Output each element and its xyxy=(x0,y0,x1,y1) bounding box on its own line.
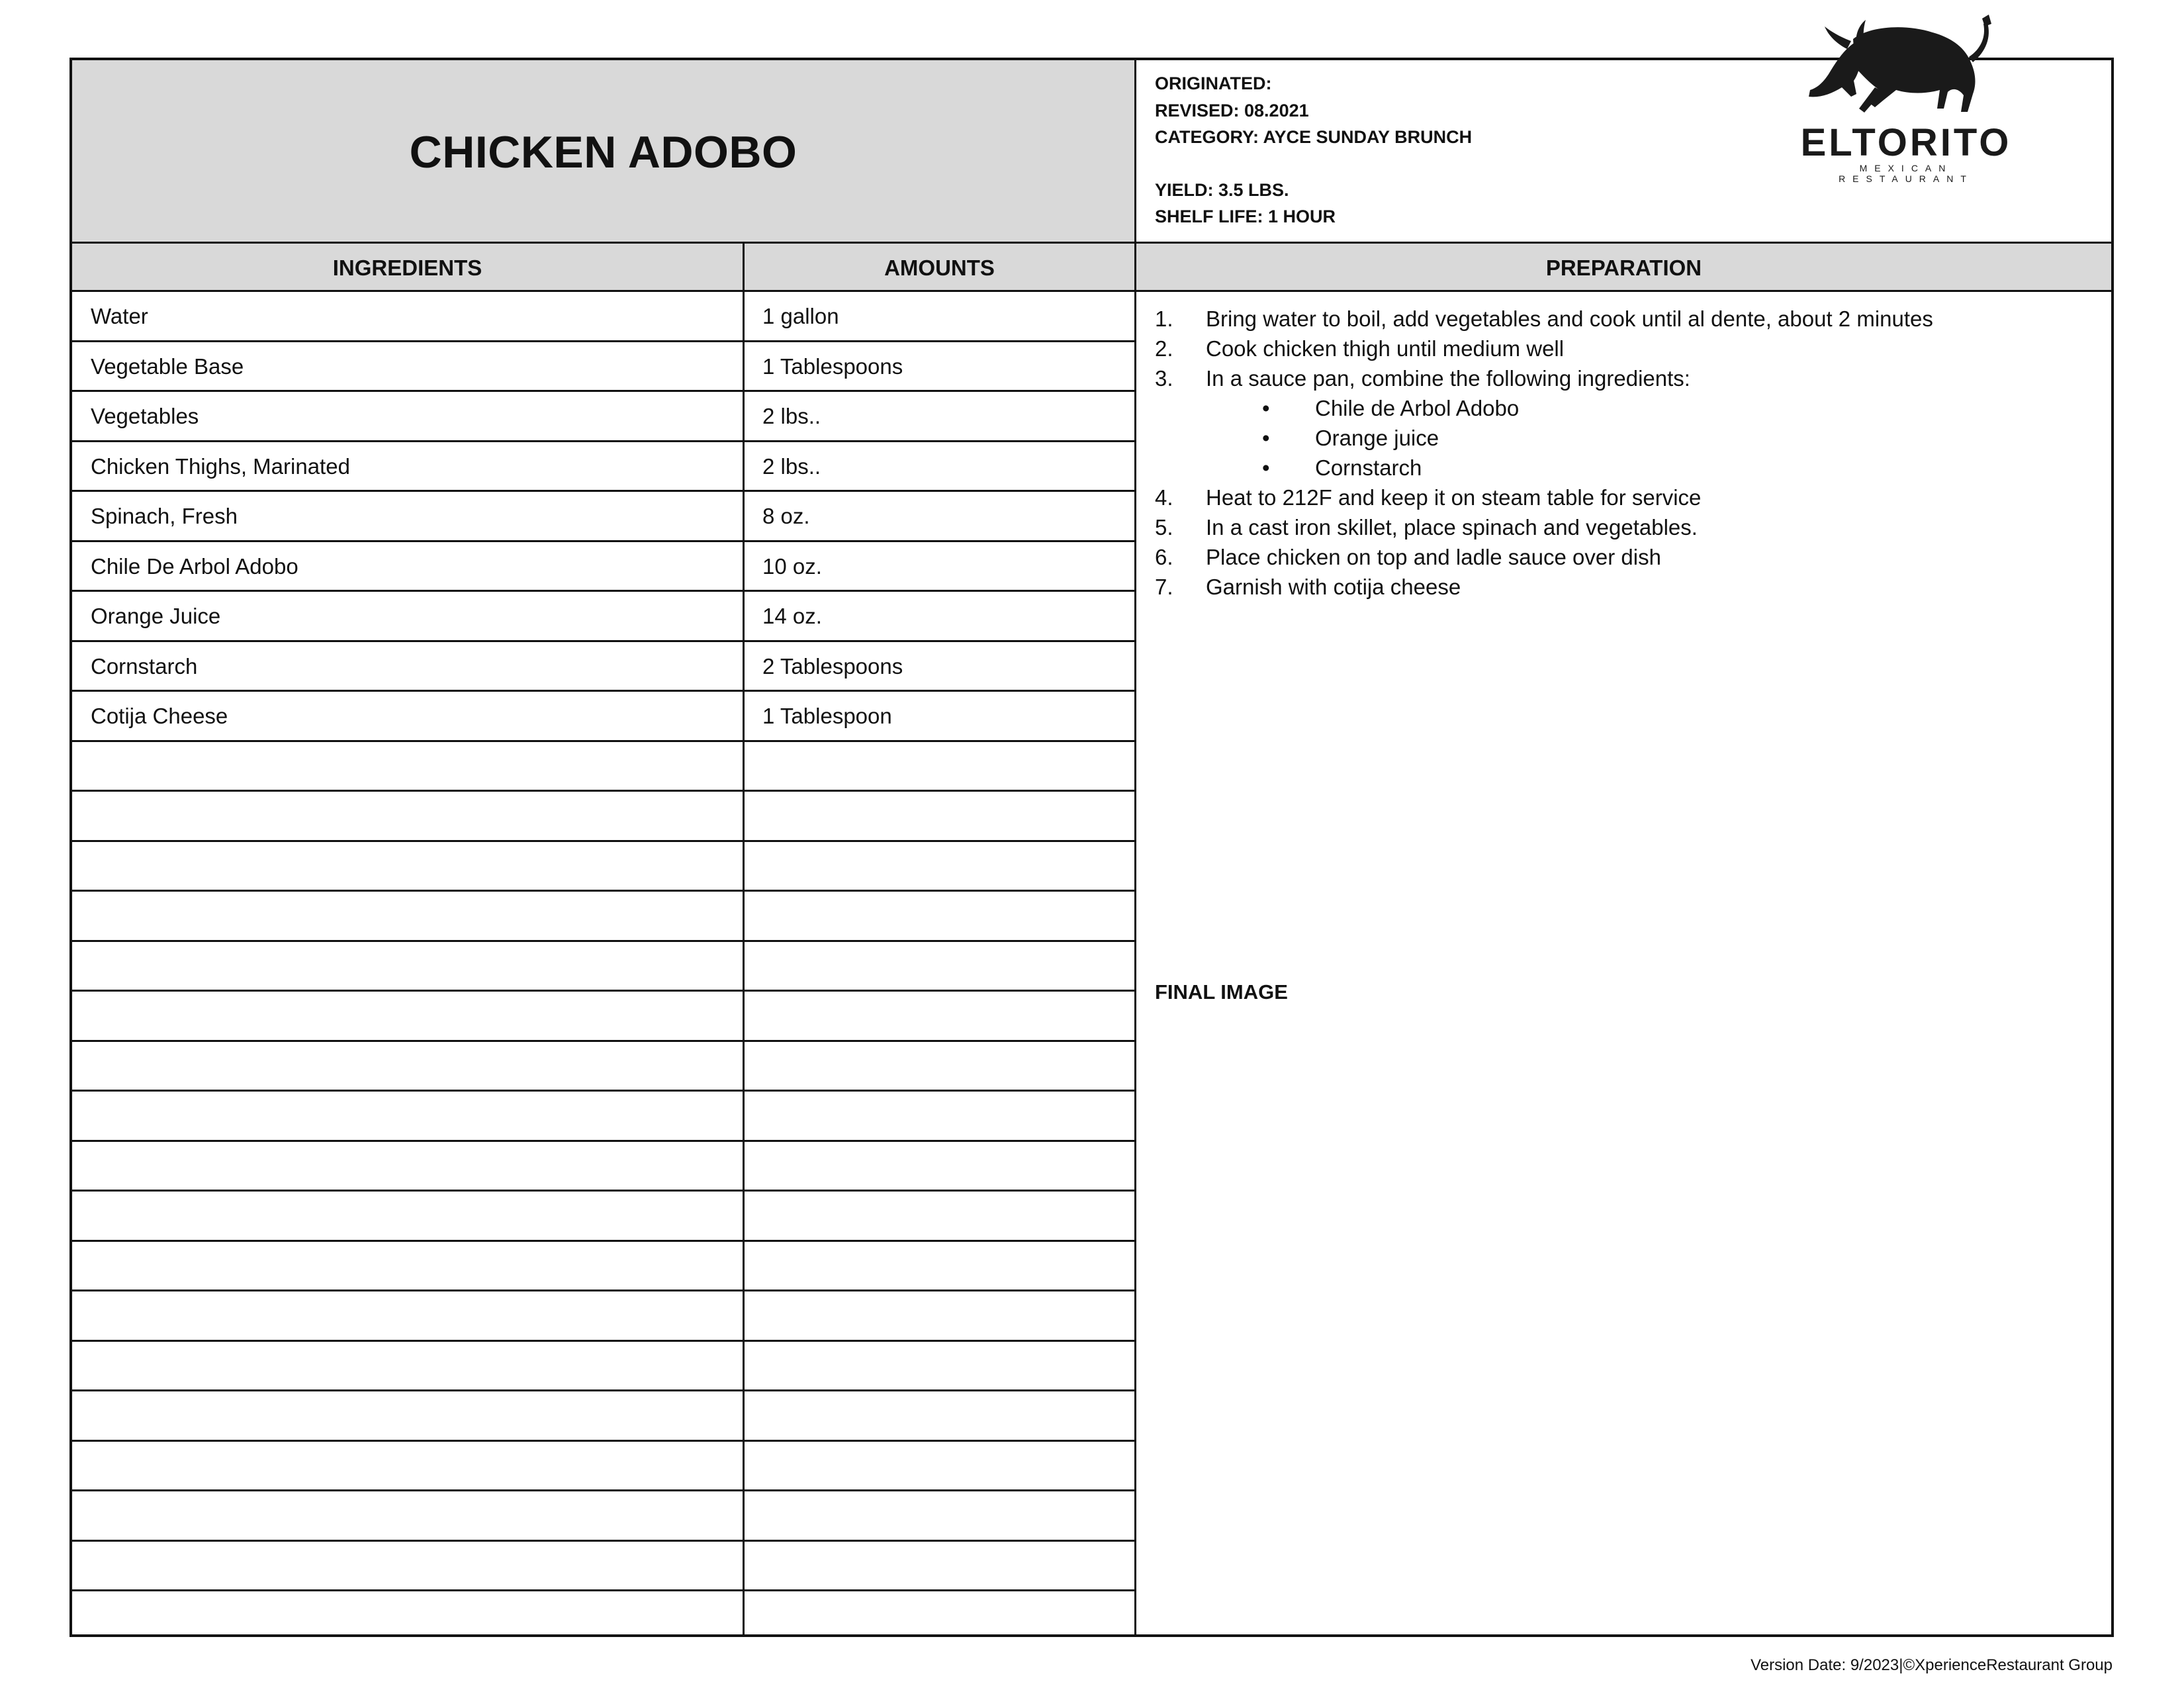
row-divider xyxy=(72,1240,1134,1242)
row-divider xyxy=(72,1489,1134,1491)
ingredient-name: Chicken Thighs, Marinated xyxy=(91,454,350,479)
ingredient-name: Spinach, Fresh xyxy=(91,504,238,528)
step-text: Place chicken on top and ladle sauce over dish xyxy=(1206,545,1661,569)
row-divider xyxy=(72,390,1134,392)
row-divider xyxy=(72,940,1134,942)
step-number: 2. xyxy=(1155,336,1173,361)
preparation-header: PREPARATION xyxy=(1136,244,2111,292)
recipe-title: CHICKEN ADOBO xyxy=(409,127,797,177)
row-divider xyxy=(72,1440,1134,1442)
step-text: Garnish with cotija cheese xyxy=(1206,575,1461,599)
row-divider xyxy=(72,740,1134,742)
row-divider xyxy=(72,1190,1134,1192)
recipe-sheet xyxy=(69,58,2114,1637)
logo-subtitle: MEXICAN RESTAURANT xyxy=(1839,163,1974,184)
step-number: 7. xyxy=(1155,575,1173,599)
row-divider xyxy=(72,1340,1134,1342)
originated-label: ORIGINATED: xyxy=(1155,73,1272,93)
step-number: 3. xyxy=(1155,366,1173,391)
ingredient-amount: 2 lbs.. xyxy=(762,404,821,428)
restaurant-logo xyxy=(1790,9,2028,184)
ingredient-name: Cotija Cheese xyxy=(91,704,228,728)
bull-icon xyxy=(1790,9,2022,122)
step-number: 6. xyxy=(1155,545,1173,569)
final-image-label: FINAL IMAGE xyxy=(1155,980,1288,1004)
version-footer: Version Date: 9/2023|©XperienceRestaurant Group xyxy=(1751,1656,2113,1674)
ingredient-name: Vegetable Base xyxy=(91,354,244,379)
preparation-steps xyxy=(1136,292,2111,1634)
title-cell xyxy=(72,60,1134,242)
bullet-icon: • xyxy=(1262,396,1270,420)
amounts-header: AMOUNTS xyxy=(745,244,1134,292)
row-divider xyxy=(72,1140,1134,1142)
row-divider xyxy=(72,640,1134,642)
ingredient-amount: 2 lbs.. xyxy=(762,454,821,479)
ingredient-amount: 1 gallon xyxy=(762,304,839,328)
sub-item: Orange juice xyxy=(1315,426,1439,450)
step-text: Cook chicken thigh until medium well xyxy=(1206,336,1565,361)
step-text: In a sauce pan, combine the following ingredients: xyxy=(1206,366,1690,391)
sub-item: Chile de Arbol Adobo xyxy=(1315,396,1520,420)
row-divider xyxy=(72,1289,1134,1291)
ingredient-amount: 14 oz. xyxy=(762,604,822,628)
revised-label: REVISED: 08.2021 xyxy=(1155,101,1309,120)
ingredient-amount: 8 oz. xyxy=(762,504,810,528)
row-divider xyxy=(72,1389,1134,1391)
header-divider xyxy=(72,242,2111,244)
row-divider xyxy=(72,1090,1134,1092)
step-text: In a cast iron skillet, place spinach and vegetables. xyxy=(1206,515,1698,539)
row-divider xyxy=(72,990,1134,992)
yield-label: YIELD: 3.5 LBS. xyxy=(1155,180,1289,200)
ingredient-name: Vegetables xyxy=(91,404,199,428)
ingredient-amount: 1 Tablespoons xyxy=(762,354,903,379)
row-divider xyxy=(72,590,1134,592)
bullet-icon: • xyxy=(1262,455,1270,480)
row-divider xyxy=(72,1589,1134,1591)
row-divider xyxy=(72,340,1134,342)
step-number: 1. xyxy=(1155,306,1173,331)
row-divider xyxy=(72,890,1134,892)
ingredient-amount: 1 Tablespoon xyxy=(762,704,892,728)
row-divider xyxy=(72,540,1134,542)
category-label: CATEGORY: AYCE SUNDAY BRUNCH xyxy=(1155,127,1473,147)
row-divider xyxy=(72,440,1134,442)
row-divider xyxy=(72,790,1134,792)
step-text: Heat to 212F and keep it on steam table for service xyxy=(1206,485,1702,510)
row-divider xyxy=(72,1040,1134,1042)
row-divider xyxy=(72,1540,1134,1542)
ingredient-name: Orange Juice xyxy=(91,604,221,628)
row-divider xyxy=(72,840,1134,842)
bullet-icon: • xyxy=(1262,426,1270,450)
ingredient-name: Chile De Arbol Adobo xyxy=(91,554,298,579)
ingredients-header: INGREDIENTS xyxy=(72,244,743,292)
step-text: Bring water to boil, add vegetables and cook until al dente, about 2 minutes xyxy=(1206,306,1933,331)
ingredient-name: Cornstarch xyxy=(91,654,198,679)
logo-wordmark: ELTORITO xyxy=(1800,121,2012,164)
ingredient-amount: 2 Tablespoons xyxy=(762,654,903,679)
row-divider xyxy=(72,490,1134,492)
row-divider xyxy=(72,690,1134,692)
shelf-life-label: SHELF LIFE: 1 HOUR xyxy=(1155,207,1336,226)
step-number: 5. xyxy=(1155,515,1173,539)
ingredient-amount: 10 oz. xyxy=(762,554,822,579)
ingredient-name: Water xyxy=(91,304,148,328)
amounts-divider xyxy=(743,242,745,1634)
step-number: 4. xyxy=(1155,485,1173,510)
sub-item: Cornstarch xyxy=(1315,455,1422,480)
